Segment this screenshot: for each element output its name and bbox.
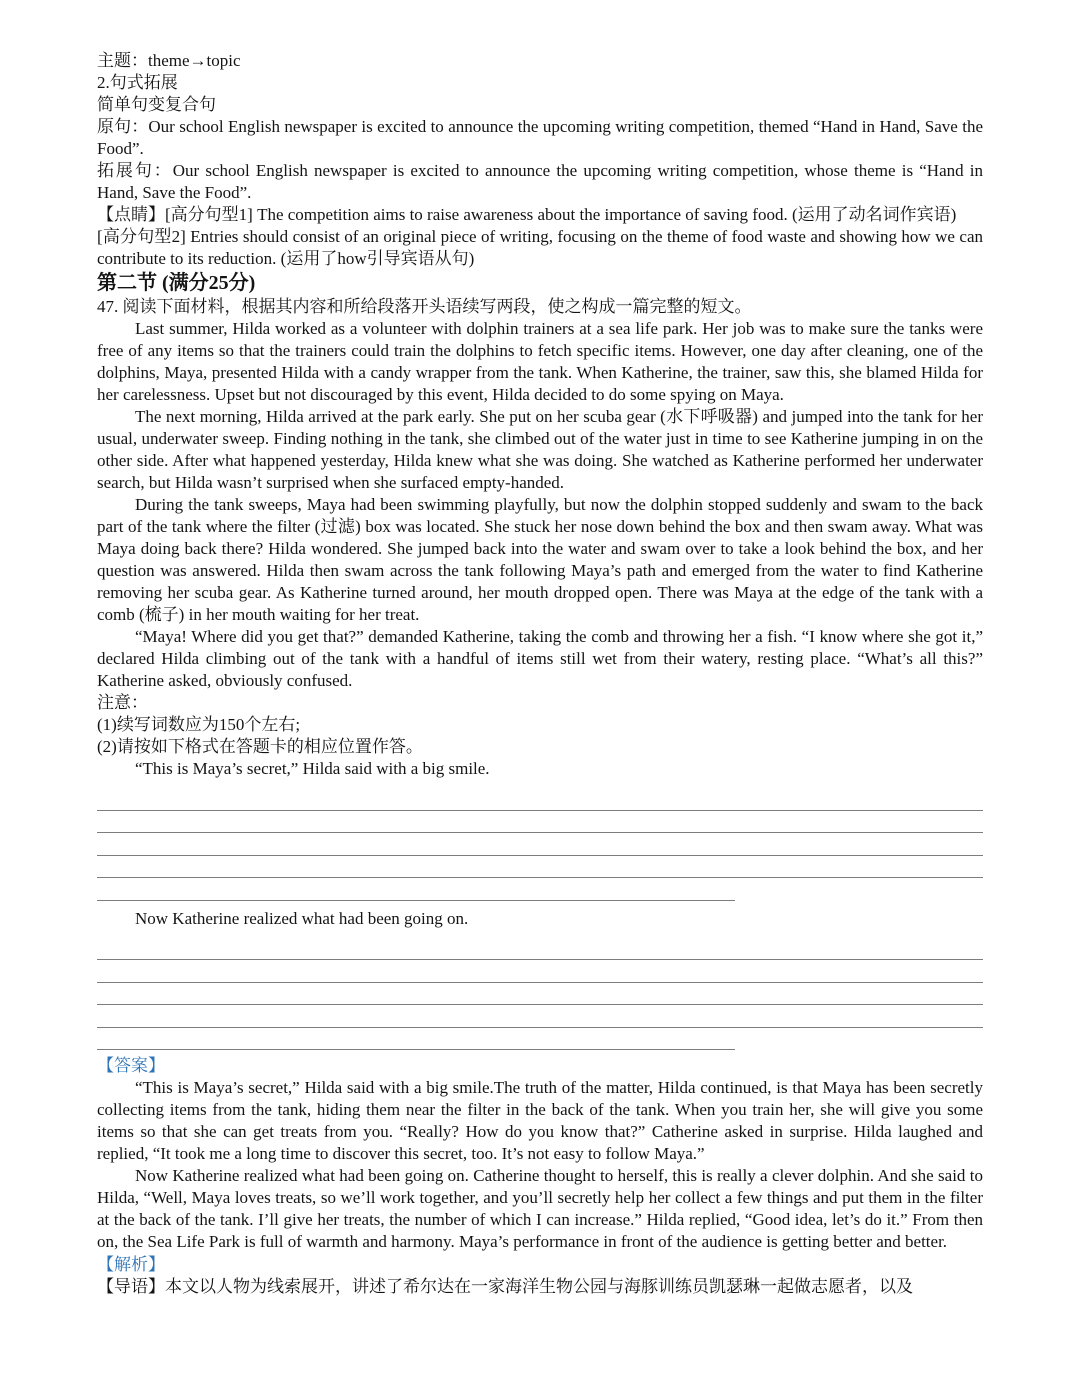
answer-paragraph-1: “This is Maya’s secret,” Hilda said with a big smile.The truth of the matter, Hilda continued, is that Maya has been secretly collecting items from the tank, hiding them near the filter in the back of the tank. When you train her, she will give you some items so that she can get treats from you. “Really? How do you know that?” Catherine asked in surprise. Hilda laughed and replied, “It took me a long time to discover this secret, too. It’s not easy to follow Maya.” bbox=[97, 1078, 983, 1163]
answer-line bbox=[97, 1005, 983, 1028]
passage-paragraph-4: “Maya! Where did you get that?” demanded Katherine, taking the comb and throwing her a fish. “I know where she got it,” declared Hilda climbing out of the tank with a handful of items still wet from their watery, resting place. “What’s all this?” Katherine asked, obviously confused. bbox=[97, 627, 983, 690]
answer-line bbox=[97, 811, 983, 834]
answer-line bbox=[97, 960, 983, 983]
original-sentence-label: 原句： bbox=[97, 117, 149, 136]
analysis-intro: 【导语】本文以人物为线索展开，讲述了希尔达在一家海洋生物公园与海豚训练员凯瑟琳一起做志愿者，以及 bbox=[97, 1277, 913, 1296]
review-theme-line: 主题：theme→topic bbox=[97, 51, 241, 70]
answer-line bbox=[97, 856, 983, 879]
answer-lines-group-2 bbox=[97, 938, 983, 1051]
passage-paragraph-1: Last summer, Hilda worked as a volunteer with dolphin trainers at a sea life park. Her job was to make sure the tanks were free of any items so that the trainers could train the dolphins to fetch specific items. However, one day after cleaning, one of the dolphins, Maya, presented Hilda with a candy wrapper from the tank. When Katherine, the trainer, saw this, she blamed Hilda for her carelessness. Upset but not discouraged by this event, Hilda decided to do some spying on Maya. bbox=[97, 319, 983, 404]
answer-line bbox=[97, 983, 983, 1006]
opening-sentence-1: “This is Maya’s secret,” Hilda said with a big smile. bbox=[135, 759, 490, 778]
answer-line-short bbox=[97, 878, 735, 901]
opening-sentence-2: Now Katherine realized what had been going on. bbox=[135, 908, 469, 928]
expanded-sentence bbox=[97, 160, 983, 204]
review-subheading: 简单句变复合句 bbox=[97, 95, 216, 114]
section-heading: 第二节 (满分25分) bbox=[97, 272, 256, 294]
original-sentence bbox=[97, 116, 983, 160]
expanded-sentence-label: 拓展句： bbox=[97, 161, 173, 180]
note-item-2: (2)请按如下格式在答题卡的相应位置作答。 bbox=[97, 737, 423, 756]
answer-line-short bbox=[97, 1028, 735, 1051]
answer-line bbox=[97, 833, 983, 856]
answer-line bbox=[97, 788, 983, 811]
notes-label: 注意： bbox=[97, 693, 148, 712]
passage-paragraph-2: The next morning, Hilda arrived at the park early. She put on her scuba gear (水下呼吸器) and jumped into the tank for her usual, underwater sweep. Finding nothing in the tank, she climbed out of the water just in time to see Katherine jumping in on the other side. After what happened yesterday, Hilda knew what she was doing. She watched as Katherine performed her underwater search, but Hilda wasn’t surprised when she surfaced empty-handed. bbox=[97, 407, 983, 492]
analysis-label: 【解析】 bbox=[97, 1255, 165, 1274]
answer-lines-group-1 bbox=[97, 788, 983, 901]
task-instruction: 47. 阅读下面材料，根据其内容和所给段落开头语续写两段，使之构成一篇完整的短文。 bbox=[97, 297, 752, 316]
original-sentence-text: Our school English newspaper is excited to announce the upcoming writing competition, themed “Hand in Hand, Save the Food”. bbox=[97, 117, 984, 158]
tip-sentence-2: [高分句型2] Entries should consist of an original piece of writing, focusing on the theme of food waste and showing how we can contribute to its reduction. (运用了how引导宾语从句) bbox=[97, 227, 983, 268]
answer-paragraph-2: Now Katherine realized what had been going on. Catherine thought to herself, this is really a clever dolphin. And she said to Hilda, “Well, Maya loves treats, so we’ll work together, and you’ll secretly help her collect a few things and put them in the filter at the back of the tank. I’ll give her treats, the number of which I can increase.” Hilda replied, “Good idea, let’s do it.” From then on, the Sea Life Park is full of warmth and harmony. Maya’s performance in front of the audience is getting better and better. bbox=[97, 1166, 983, 1251]
passage-paragraph-3: During the tank sweeps, Maya had been swimming playfully, but now the dolphin stopped suddenly and swam to the back part of the tank where the filter (过滤) box was located. She stuck her nose down behind the box and then swam away. What was Maya doing back there? Hilda wondered. She jumped back into the water and swam over to take a look behind the box, and her question was answered. Hilda then swam across the tank following Maya’s path and emerged from the water to find Katherine removing her scuba gear. As Katherine turned around, her mouth dropped open. There was Maya at the edge of the tank with a comb (梳子) in her mouth waiting for her treat. bbox=[97, 495, 983, 624]
tip-sentence-1: 【点睛】[高分句型1] The competition aims to raise awareness about the importance of saving food. (运用了动名词作宾语) bbox=[97, 205, 957, 224]
note-item-1: (1)续写词数应为150个左右; bbox=[97, 715, 301, 734]
answer-label: 【答案】 bbox=[97, 1056, 165, 1075]
review-expansion-heading: 2.句式拓展 bbox=[97, 73, 178, 92]
expanded-sentence-text: Our school English newspaper is excited to announce the upcoming writing competition, whose theme is “Hand in Hand, Save the Food”. bbox=[97, 161, 984, 202]
answer-line bbox=[97, 938, 983, 961]
